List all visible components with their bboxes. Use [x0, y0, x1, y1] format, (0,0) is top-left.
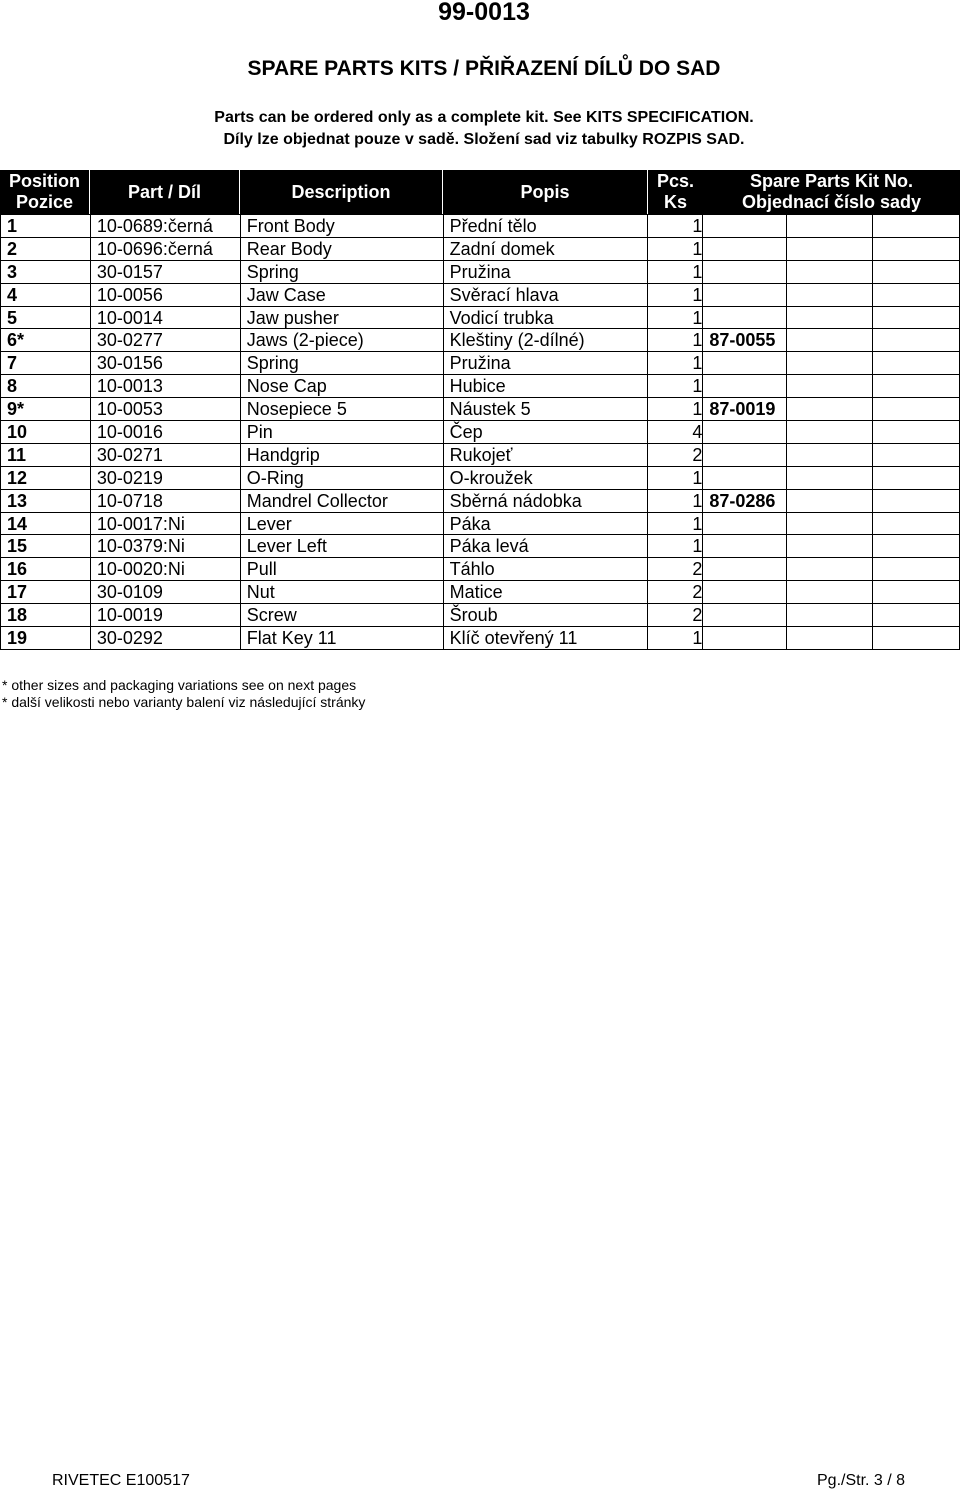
- cell-kit-blank: [787, 512, 873, 535]
- table-row: [1, 260, 960, 283]
- cell-kit-blank: [787, 375, 873, 398]
- cell-description: Nose Cap: [240, 375, 443, 398]
- cell-popis: Matice: [443, 581, 648, 604]
- cell-position: 7: [1, 352, 91, 375]
- cell-position: 2: [1, 237, 91, 260]
- cell-quantity: 1: [648, 260, 703, 283]
- cell-quantity: 1: [648, 466, 703, 489]
- table-row: [1, 375, 960, 398]
- cell-kit-blank: [787, 466, 873, 489]
- cell-description: Front Body: [240, 215, 443, 238]
- cell-description: Jaw pusher: [240, 306, 443, 329]
- cell-position: 14: [1, 512, 91, 535]
- cell-kit-number: [703, 512, 787, 535]
- footnote-czech: * další velikosti nebo varianty balení viz následující stránky: [2, 694, 366, 710]
- cell-kit-blank: [873, 627, 960, 650]
- cell-kit-blank: [787, 558, 873, 581]
- cell-part-number: 30-0219: [90, 466, 240, 489]
- cell-part-number: 10-0053: [90, 398, 240, 421]
- table-row: [1, 329, 960, 352]
- document-title: 99-0013: [438, 0, 530, 26]
- cell-part-number: 30-0156: [90, 352, 240, 375]
- cell-kit-number: [703, 604, 787, 627]
- cell-kit-number: [703, 283, 787, 306]
- cell-part-number: 30-0292: [90, 627, 240, 650]
- cell-kit-number: [703, 466, 787, 489]
- cell-kit-blank: [787, 329, 873, 352]
- cell-kit-blank: [873, 512, 960, 535]
- cell-kit-blank: [873, 558, 960, 581]
- table-row: [1, 443, 960, 466]
- header-position: Position Pozice: [0, 170, 90, 214]
- cell-kit-blank: [873, 283, 960, 306]
- table-row: [1, 398, 960, 421]
- cell-kit-blank: [873, 306, 960, 329]
- cell-quantity: 1: [648, 352, 703, 375]
- cell-kit-blank: [873, 215, 960, 238]
- cell-description: Jaws (2-piece): [240, 329, 443, 352]
- cell-quantity: 1: [648, 489, 703, 512]
- cell-kit-number: 87-0055: [703, 329, 787, 352]
- cell-kit-number: [703, 627, 787, 650]
- cell-quantity: 2: [648, 581, 703, 604]
- cell-position: 3: [1, 260, 91, 283]
- cell-part-number: 10-0689:černá: [90, 215, 240, 238]
- cell-part-number: 30-0157: [90, 260, 240, 283]
- cell-position: 1: [1, 215, 91, 238]
- cell-description: Lever: [240, 512, 443, 535]
- table-row: [1, 237, 960, 260]
- cell-part-number: 10-0019: [90, 604, 240, 627]
- cell-part-number: 30-0109: [90, 581, 240, 604]
- table-row: [1, 627, 960, 650]
- cell-popis: Svěrací hlava: [443, 283, 648, 306]
- cell-popis: Sběrná nádobka: [443, 489, 648, 512]
- cell-quantity: 1: [648, 512, 703, 535]
- cell-kit-blank: [873, 260, 960, 283]
- cell-description: Flat Key 11: [240, 627, 443, 650]
- cell-popis: Pružina: [443, 352, 648, 375]
- cell-part-number: 30-0277: [90, 329, 240, 352]
- cell-description: Spring: [240, 352, 443, 375]
- cell-part-number: 10-0379:Ni: [90, 535, 240, 558]
- header-description: Description: [240, 170, 443, 214]
- cell-kit-number: [703, 558, 787, 581]
- cell-position: 13: [1, 489, 91, 512]
- cell-popis: Páka levá: [443, 535, 648, 558]
- cell-popis: O-kroužek: [443, 466, 648, 489]
- header-quantity: Pcs. Ks: [656, 171, 695, 212]
- cell-quantity: 1: [648, 375, 703, 398]
- cell-kit-blank: [787, 627, 873, 650]
- cell-kit-blank: [787, 306, 873, 329]
- table-row: [1, 535, 960, 558]
- cell-position: 6*: [1, 329, 91, 352]
- cell-popis: Táhlo: [443, 558, 648, 581]
- cell-position: 17: [1, 581, 91, 604]
- cell-quantity: 2: [648, 558, 703, 581]
- cell-description: Spring: [240, 260, 443, 283]
- header-popis: Popis: [443, 170, 648, 214]
- table-row: [1, 558, 960, 581]
- cell-kit-blank: [873, 421, 960, 444]
- document-subtitle: SPARE PARTS KITS / PŘIŘAZENÍ DÍLŮ DO SAD: [247, 57, 721, 80]
- cell-description: Pin: [240, 421, 443, 444]
- cell-popis: Páka: [443, 512, 648, 535]
- cell-kit-number: [703, 260, 787, 283]
- cell-popis: Zadní domek: [443, 237, 648, 260]
- cell-kit-blank: [873, 466, 960, 489]
- cell-kit-blank: [787, 260, 873, 283]
- cell-position: 15: [1, 535, 91, 558]
- cell-position: 18: [1, 604, 91, 627]
- table-row: [1, 421, 960, 444]
- cell-kit-blank: [787, 237, 873, 260]
- cell-quantity: 1: [648, 237, 703, 260]
- cell-kit-blank: [787, 604, 873, 627]
- cell-kit-blank: [873, 489, 960, 512]
- cell-kit-blank: [787, 352, 873, 375]
- cell-description: Mandrel Collector: [240, 489, 443, 512]
- cell-kit-number: [703, 352, 787, 375]
- cell-part-number: 10-0017:Ni: [90, 512, 240, 535]
- cell-quantity: 2: [648, 443, 703, 466]
- cell-popis: Vodicí trubka: [443, 306, 648, 329]
- cell-kit-blank: [787, 581, 873, 604]
- cell-position: 11: [1, 443, 91, 466]
- cell-kit-blank: [873, 443, 960, 466]
- cell-kit-number: [703, 443, 787, 466]
- cell-kit-blank: [873, 398, 960, 421]
- cell-kit-blank: [787, 489, 873, 512]
- cell-popis: Šroub: [443, 604, 648, 627]
- cell-position: 9*: [1, 398, 91, 421]
- table-row: [1, 604, 960, 627]
- cell-kit-blank: [873, 352, 960, 375]
- cell-popis: Klíč otevřený 11: [443, 627, 648, 650]
- cell-kit-blank: [787, 398, 873, 421]
- table-row: [1, 489, 960, 512]
- cell-quantity: 2: [648, 604, 703, 627]
- cell-position: 19: [1, 627, 91, 650]
- cell-kit-blank: [787, 443, 873, 466]
- cell-popis: Rukojeť: [443, 443, 648, 466]
- cell-quantity: 1: [648, 535, 703, 558]
- cell-part-number: 10-0013: [90, 375, 240, 398]
- table-row: [1, 581, 960, 604]
- cell-part-number: 10-0020:Ni: [90, 558, 240, 581]
- cell-part-number: 10-0016: [90, 421, 240, 444]
- cell-quantity: 1: [648, 283, 703, 306]
- page-number: Pg./Str. 3 / 8: [817, 1472, 906, 1489]
- cell-quantity: 1: [648, 306, 703, 329]
- cell-kit-blank: [873, 329, 960, 352]
- table-row: [1, 215, 960, 238]
- cell-quantity: 1: [648, 215, 703, 238]
- cell-description: Screw: [240, 604, 443, 627]
- cell-kit-number: 87-0286: [703, 489, 787, 512]
- header-part: Part / Díl: [90, 170, 240, 214]
- cell-popis: Čep: [443, 421, 648, 444]
- cell-popis: Náustek 5: [443, 398, 648, 421]
- cell-quantity: 4: [648, 421, 703, 444]
- cell-kit-number: [703, 421, 787, 444]
- cell-kit-blank: [873, 375, 960, 398]
- cell-popis: Hubice: [443, 375, 648, 398]
- cell-popis: Přední tělo: [443, 215, 648, 238]
- cell-kit-blank: [873, 581, 960, 604]
- cell-kit-blank: [787, 421, 873, 444]
- cell-kit-number: [703, 215, 787, 238]
- order-note-english: Parts can be ordered only as a complete kit. See KITS SPECIFICATION.: [214, 109, 754, 126]
- cell-position: 12: [1, 466, 91, 489]
- table-row: [1, 466, 960, 489]
- document-code: RIVETEC E100517: [52, 1472, 190, 1489]
- cell-quantity: 1: [648, 627, 703, 650]
- cell-kit-number: [703, 581, 787, 604]
- cell-kit-blank: [787, 535, 873, 558]
- cell-position: 4: [1, 283, 91, 306]
- cell-kit-number: [703, 237, 787, 260]
- cell-position: 10: [1, 421, 91, 444]
- cell-quantity: 1: [648, 398, 703, 421]
- cell-position: 8: [1, 375, 91, 398]
- parts-table: [0, 214, 960, 650]
- cell-kit-number: [703, 535, 787, 558]
- cell-popis: Kleštiny (2-dílné): [443, 329, 648, 352]
- cell-kit-blank: [787, 215, 873, 238]
- cell-kit-blank: [873, 237, 960, 260]
- cell-kit-number: [703, 306, 787, 329]
- cell-description: Handgrip: [240, 443, 443, 466]
- cell-description: Nut: [240, 581, 443, 604]
- cell-kit-blank: [873, 604, 960, 627]
- cell-kit-number: 87-0019: [703, 398, 787, 421]
- cell-kit-blank: [787, 283, 873, 306]
- header-kit-number: Spare Parts Kit No. Objednací číslo sady: [703, 170, 960, 214]
- footnote-english: * other sizes and packaging variations see on next pages: [2, 677, 357, 693]
- table-row: [1, 306, 960, 329]
- cell-part-number: 10-0056: [90, 283, 240, 306]
- table-row: [1, 512, 960, 535]
- cell-description: Lever Left: [240, 535, 443, 558]
- cell-description: O-Ring: [240, 466, 443, 489]
- cell-part-number: 10-0718: [90, 489, 240, 512]
- cell-kit-blank: [873, 535, 960, 558]
- table-row: [1, 352, 960, 375]
- cell-popis: Pružina: [443, 260, 648, 283]
- cell-part-number: 30-0271: [90, 443, 240, 466]
- cell-part-number: 10-0014: [90, 306, 240, 329]
- order-note-czech: Díly lze objednat pouze v sadě. Složení sad viz tabulky ROZPIS SAD.: [223, 131, 745, 148]
- cell-part-number: 10-0696:černá: [90, 237, 240, 260]
- cell-description: Pull: [240, 558, 443, 581]
- cell-description: Rear Body: [240, 237, 443, 260]
- cell-position: 5: [1, 306, 91, 329]
- cell-description: Jaw Case: [240, 283, 443, 306]
- cell-quantity: 1: [648, 329, 703, 352]
- cell-position: 16: [1, 558, 91, 581]
- table-row: [1, 283, 960, 306]
- cell-kit-number: [703, 375, 787, 398]
- cell-description: Nosepiece 5: [240, 398, 443, 421]
